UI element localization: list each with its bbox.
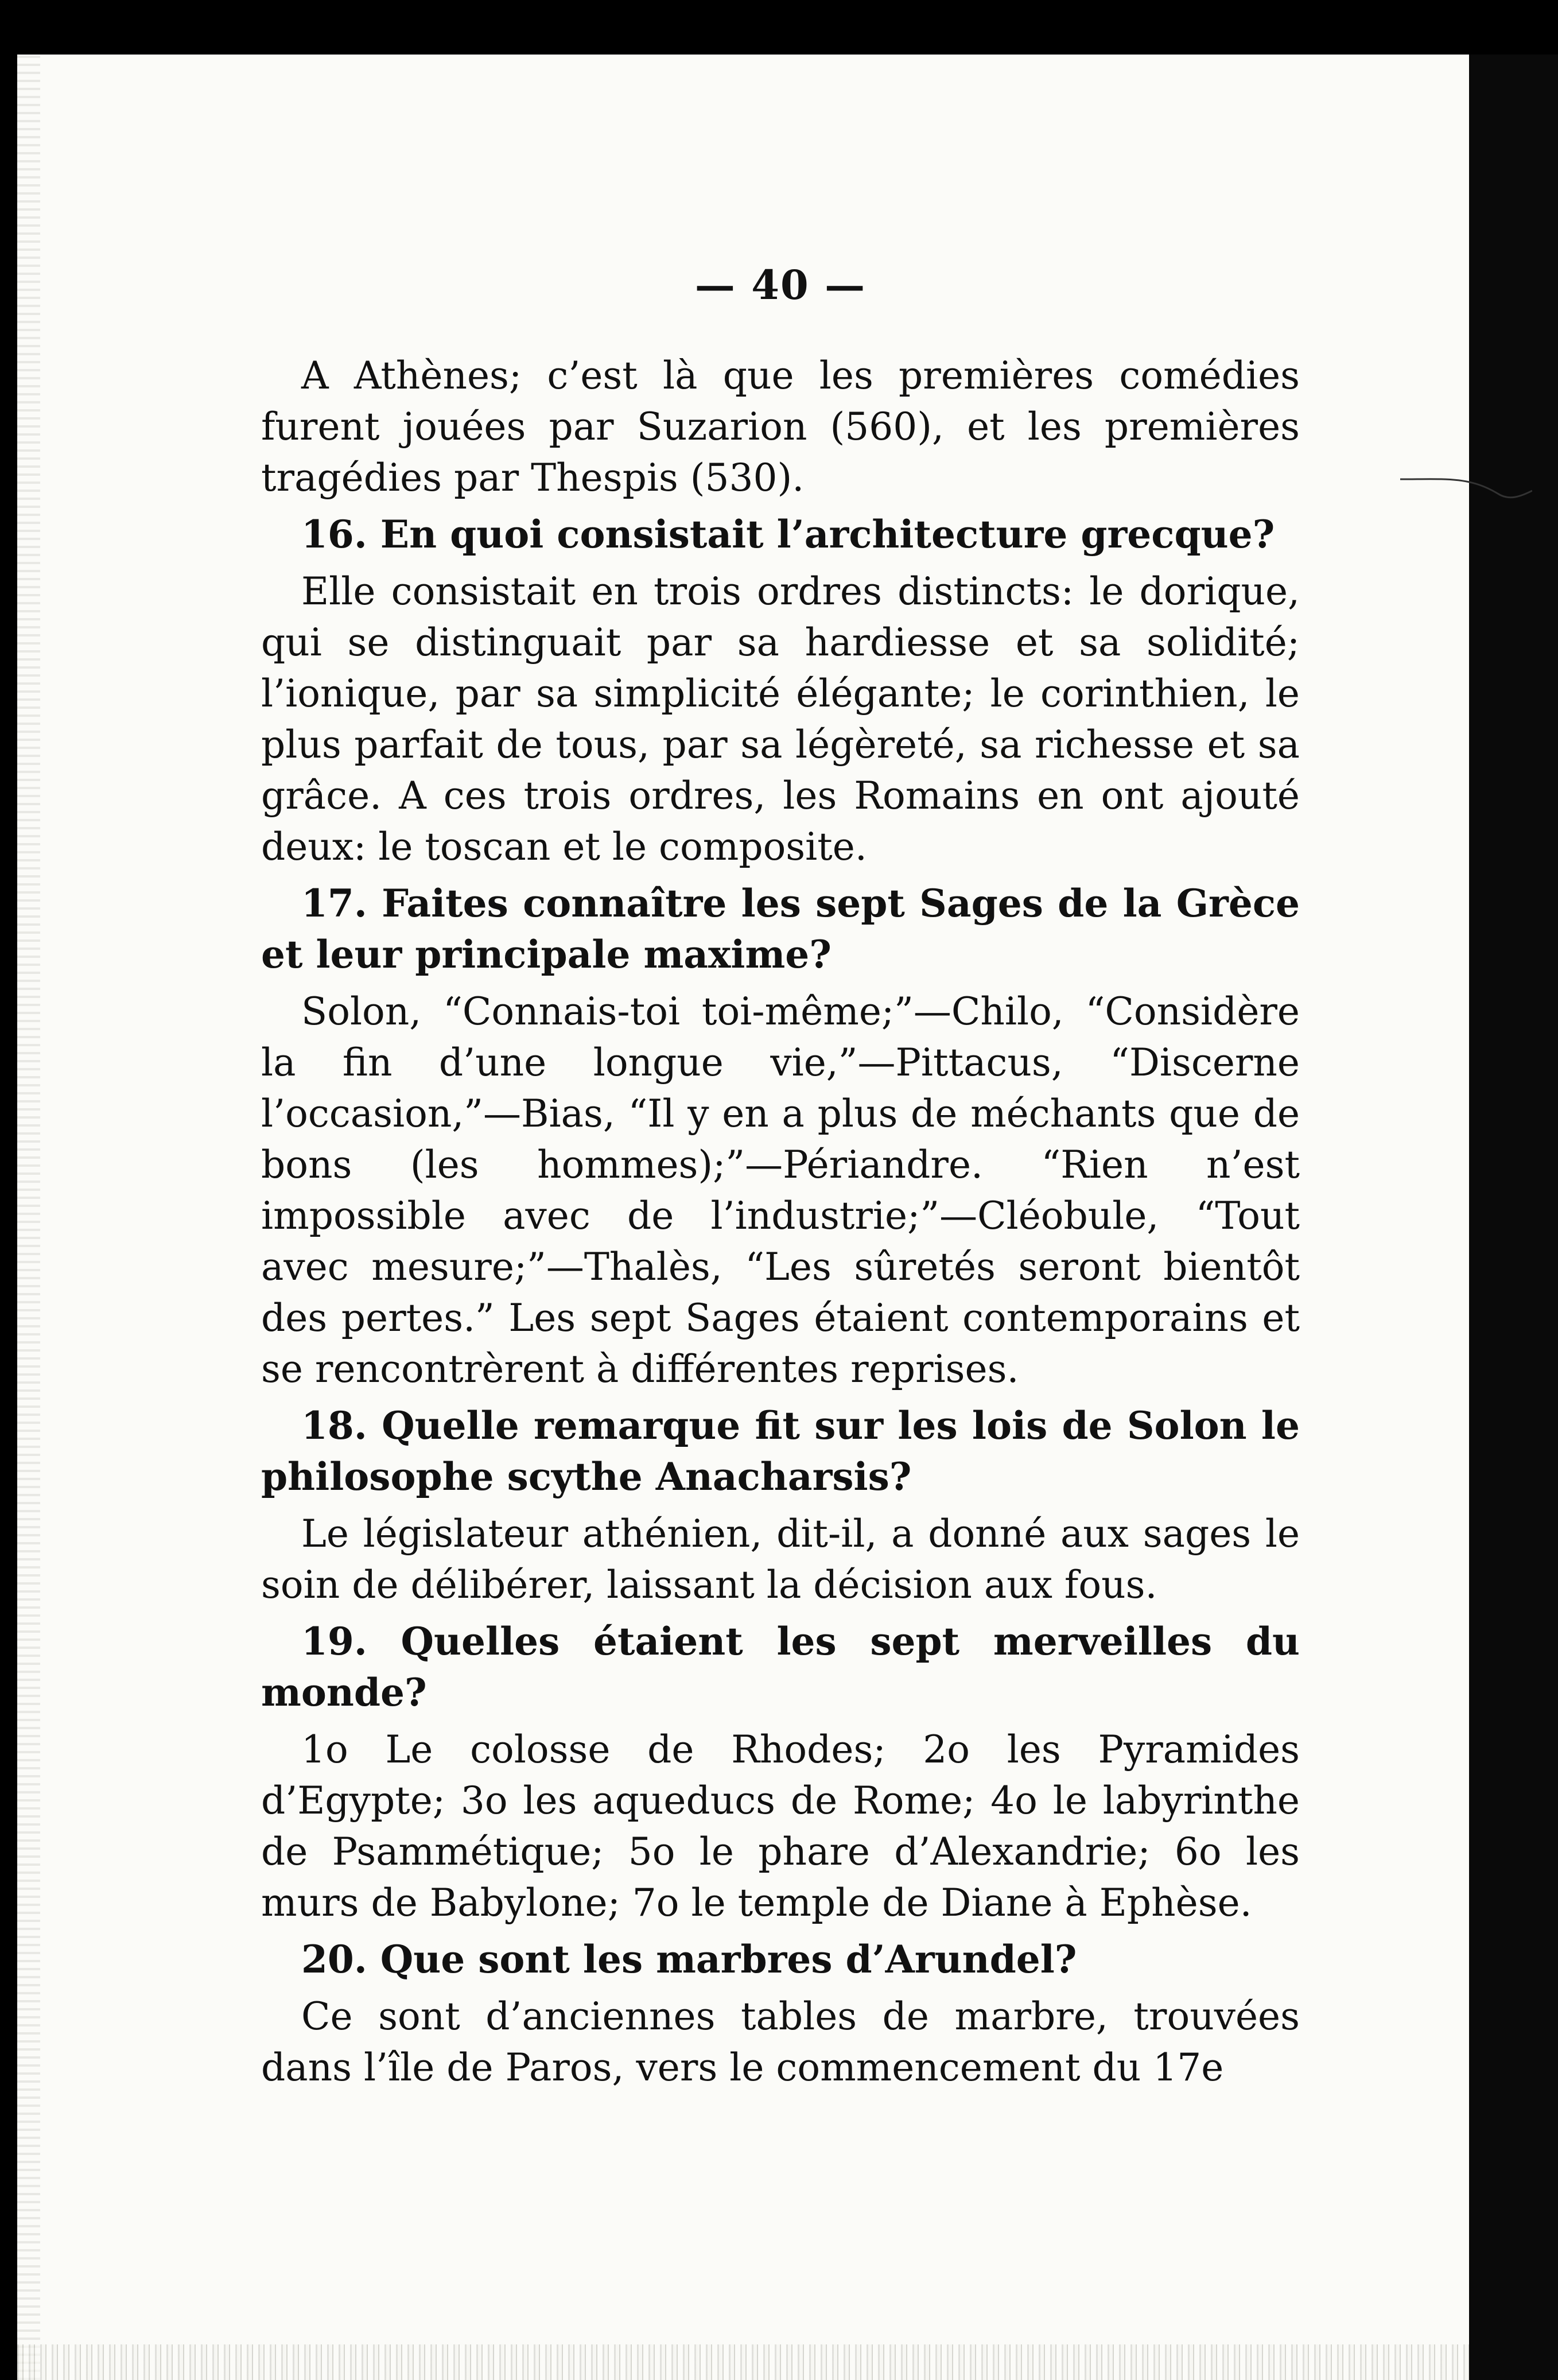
scan-top-border <box>0 0 1558 55</box>
answer-18: Le législateur athénien, dit-il, a donné aux sages le soin de délibérer, laissant la décision aux fous. <box>261 1512 1300 1607</box>
answer-17: Solon, “Connais-toi toi-même;”—Chilo, “Considère la fin d’une longue vie,”—Pittacus, “Discerne l’occasion,”—Bias, “Il y en a plus de méchants que de bons (les hommes);”—Périandre. “Rien n’est impossible avec de l’industrie;”—Cléobule, “Tout avec mesure;”—Thalès, “Les sûretés seront bientôt des pertes.” Les sept Sages étaient contemporains et se rencontrèrent à différentes reprises. <box>261 989 1300 1391</box>
answer-16: Elle consistait en trois ordres distincts: le dorique, qui se distinguait par sa hardiesse et sa solidité; l’ionique, par sa simplicité élégante; le corinthien, le plus parfait de tous, par sa légèreté, sa richesse et sa grâce. A ces trois ordres, les Romains en ont ajouté deux: le toscan et le composite. <box>261 569 1300 869</box>
scan-left-edge <box>17 55 40 2380</box>
question-16: 16. En quoi consistait l’architecture grecque? <box>301 512 1275 557</box>
question-20: 20. Que sont les marbres d’Arundel? <box>301 1937 1077 1982</box>
page-number: — 40 — <box>694 261 867 309</box>
scan-right-border <box>1469 55 1558 2380</box>
page-body <box>261 350 1300 2093</box>
answer-20: Ce sont d’anciennes tables de marbre, trouvées dans l’île de Paros, vers le commencement du 17e <box>261 1994 1300 2090</box>
question-18: 18. Quelle remarque fit sur les lois de Solon le philosophe scythe Anacharsis? <box>261 1403 1300 1499</box>
paragraph-continuation: A Athènes; c’est là que les premières comédies furent jouées par Suzarion (560), et les premières tragédies par Thespis (530). <box>261 354 1300 500</box>
answer-19: 1o Le colosse de Rhodes; 2o les Pyramides d’Egypte; 3o les aqueducs de Rome; 4o le labyrinthe de Psammétique; 5o le phare d’Alexandrie; 6o les murs de Babylone; 7o le temple de Diane à Ephèse. <box>261 1727 1300 1925</box>
scan-bottom-edge <box>17 2344 1469 2380</box>
margin-pencil-stroke <box>1400 468 1532 508</box>
question-19: 19. Quelles étaient les sept merveilles du monde? <box>261 1619 1300 1715</box>
question-17: 17. Faites connaître les sept Sages de la Grèce et leur principale maxime? <box>261 881 1300 977</box>
